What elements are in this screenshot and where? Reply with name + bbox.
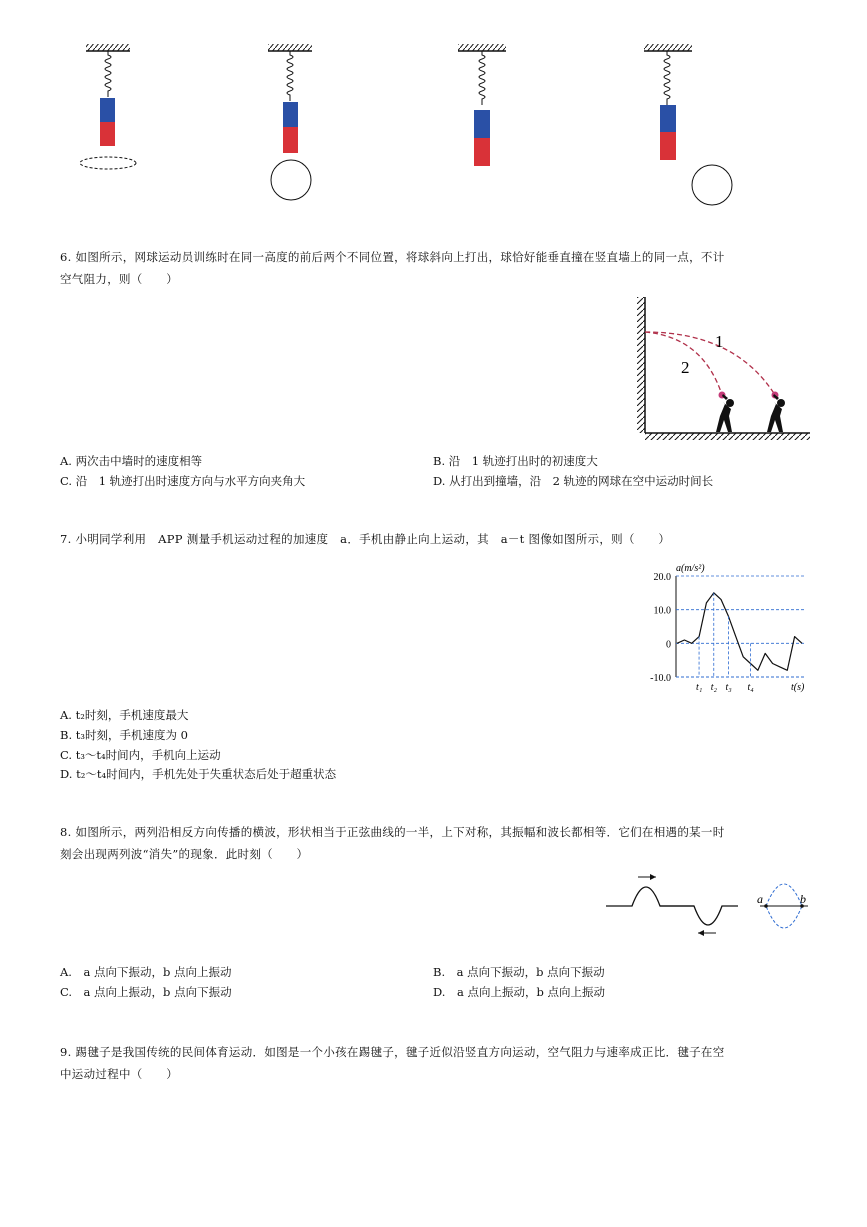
ground [645,433,810,440]
q7-stem: 7. 小明同学利用 APP 测量手机运动过程的加速度 a．手机由静止向上运动，其 a－t 图像如图所示，则（ ） [60,532,671,546]
y-tick-label: -10.0 [650,673,671,684]
x-axis-label: t(s) [791,682,805,693]
q9-stem-line2: 中运动过程中（ ） [60,1067,178,1081]
q8-stem-line1: 8. 如图所示，两列沿相反方向传播的横波，形状相当于正弦曲线的一半，上下对称，其振幅和波长都相等．它们在相遇的某一时 [60,825,725,839]
x-tick-label: t₁ [696,682,703,693]
y-tick-label: 20.0 [653,572,671,583]
q6-option-a[interactable]: A. 两次击中墙时的速度相等 [60,454,203,468]
y-tick-label: 0 [666,639,671,651]
magnet-south [100,122,115,146]
q9-stem-line1: 9. 踢毽子是我国传统的民间体育运动．如图是一个小孩在踢毽子，毽子近似沿竖直方向运动，空气阻力与速率成正比．毽子在空 [60,1045,725,1059]
coil-ring [271,160,311,200]
fig-d [644,44,732,205]
q5-figures [0,0,867,215]
y-axis-label: a(m/s²) [676,563,705,574]
q8-option-d[interactable]: D. a 点向上振动，b 点向上振动 [433,985,605,999]
q8-stem [60,821,820,865]
q6-stem-line2: 空气阻力，则（ ） [60,272,178,286]
q6-option-d[interactable]: D. 从打出到撞墙，沿 2 轨迹的网球在空中运动时间长 [433,474,714,488]
coil-ring [80,157,136,169]
q8-option-b[interactable]: B. a 点向下振动，b 点向下振动 [433,965,605,979]
player-2 [716,394,734,432]
q7-chart [640,560,815,700]
q7-option-a[interactable]: A. t₂时刻，手机速度最大 [60,708,189,722]
q8-figure [600,868,815,940]
coil-ring [692,165,732,205]
track-1 [645,332,775,395]
q9-stem [60,1041,820,1085]
q6-figure [625,292,815,442]
magnet-north [100,98,115,122]
fig-c [458,44,506,166]
player-1 [767,394,785,432]
fig-a [80,44,136,169]
q6-option-c[interactable]: C. 沿 1 轨迹打出时速度方向与水平方向夹角大 [60,474,306,488]
q7-option-c[interactable]: C. t₃～t₄时间内，手机向上运动 [60,748,221,762]
label-b: b [800,892,806,906]
q6-option-b[interactable]: B. 沿 1 轨迹打出时的初速度大 [433,454,598,468]
q7-option-d[interactable]: D. t₂～t₄时间内，手机先处于失重状态后处于超重状态 [60,767,337,781]
fig-b [268,44,312,200]
x-tick-label: t₂ [710,682,718,693]
wave-1 [606,887,694,906]
x-tick-label: t₃ [725,682,732,693]
wall [637,297,645,433]
point-a [764,904,768,908]
label-track-2: 2 [681,358,690,377]
q8-stem-line2: 刻会出现两列波“消失”的现象．此时刻（ ） [60,847,309,861]
y-tick-label: 10.0 [653,605,671,617]
a-t-curve [677,593,802,671]
q6-stem-line1: 6. 如图所示，网球运动员训练时在同一高度的前后两个不同位置，将球斜向上打出，球恰好能垂直撞在竖直墙上的同一点，不计 [60,250,725,264]
q7-option-b[interactable]: B. t₃时刻，手机速度为 0 [60,728,188,742]
q6-stem [60,246,820,290]
label-a: a [757,892,763,906]
x-tick-label: t₄ [747,682,754,693]
q8-option-c[interactable]: C. a 点向上振动，b 点向下振动 [60,985,232,999]
label-track-1: 1 [715,332,724,351]
q8-option-a[interactable]: A. a 点向下振动，b 点向上振动 [60,965,232,979]
wave-2 [660,906,738,925]
